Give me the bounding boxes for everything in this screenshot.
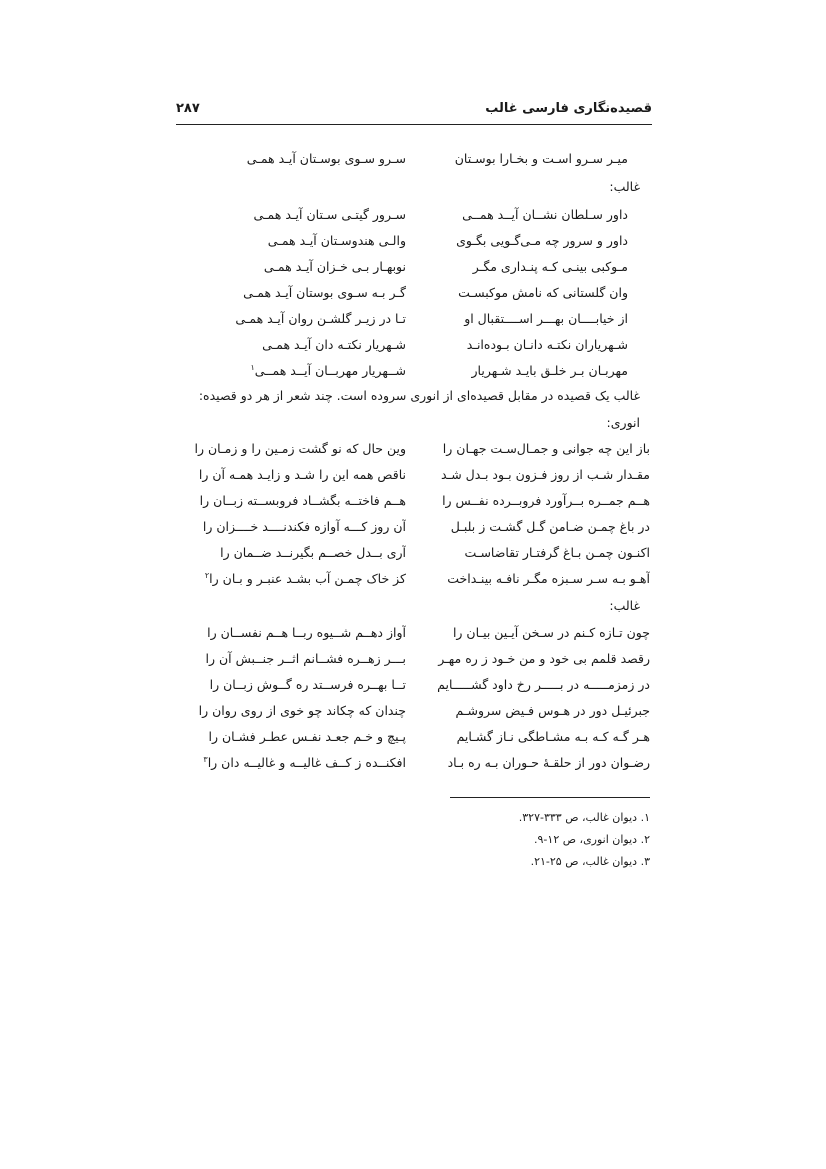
hemistich-second: آواز دهــم شــیوه ربــا هــم نفســان را: [207, 625, 406, 640]
verse-line: [186, 441, 650, 465]
hemistich-second: ناقص همه این را شـد و زایـد همـه آن را: [198, 467, 406, 482]
hemistich-second: آری بــدل خصــم بگیرنــد ضــمان را: [220, 545, 406, 560]
hemistich-first: رضـوان دور از حلقـهٔ حـوران بـه ره بـاد: [447, 755, 650, 770]
footnote-ref: ۳: [203, 755, 208, 764]
verse-line: [208, 207, 628, 231]
hemistich-first: داور سـلطان نشــان آیــد همــی: [462, 207, 628, 222]
hemistich-second: بـــر زهــره فشــانم اثــر جنــبش آن را: [205, 651, 406, 666]
hemistich-text: افکنــده ز کــف غالیــه و غالیــه دان را: [207, 755, 406, 771]
hemistich-first: از خیابــــان بهـــر اســــتقبال او: [464, 311, 628, 326]
hemistich-second: [186, 755, 406, 770]
header-rule: [176, 124, 652, 125]
verse-line: [186, 755, 650, 779]
footnote: ۲. دیوان انوری، ص ۱۲-۹.: [534, 833, 650, 846]
verse-line: [208, 233, 628, 257]
hemistich-second: چندان که چکاند چو خوی از روی روان را: [198, 703, 406, 718]
hemistich-first: باز این چه جوانی و جمـال‌سـت جهـان را: [442, 441, 650, 456]
hemistich-text: کز خاک چمـن آب بشـد عنبـر و بـان را: [209, 571, 406, 587]
footnote-ref: ۱: [250, 363, 255, 372]
hemistich-first: وان گلستانی که نامش موکبسـت: [458, 285, 628, 300]
hemistich-first: مـوکبی بینـی کـه پنـداری مگـر: [472, 259, 628, 274]
hemistich-text: شــهریار مهربــان آیــد همــی: [254, 363, 406, 379]
hemistich-second: [208, 363, 406, 378]
footnote-rule: [450, 797, 650, 798]
hemistich-first: جبرئیـل دور در هـوس فـیض سروشـم: [455, 703, 650, 718]
hemistich-first: در زمزمـــــه در بـــــر رخ داود گشـــــایم: [437, 677, 650, 692]
hemistich-first: اکنـون چمـن بـاغ گرفتـار تقاضاسـت: [464, 545, 650, 560]
hemistich-first: در باغ چمـن ضـامن گـل گشـت ز بلبـل: [450, 519, 650, 534]
hemistich-first: شـهریاران نکتـه دانـان بـوده‌انـد: [466, 337, 628, 352]
hemistich-first: هــم جمــره بــرآورد فروبــرده نفــس را: [442, 493, 650, 508]
verse-line: [208, 151, 628, 175]
intro-paragraph: غالب یک قصیده در مقابل قصیده‌ای از انوری سروده است. چند شعر از هر دو قصیده:: [198, 388, 640, 403]
hemistich-second: والـی هندوسـتان آیـد همـی: [267, 233, 406, 248]
hemistich-first: میـر سـرو اسـت و بخـارا بوسـتان: [454, 151, 628, 166]
hemistich-first: رقصد قلمم بی خود و من خـود ز ره مهـر: [438, 651, 650, 666]
hemistich-first: چون تـازه کـنم در سـخن آیـین بیـان را: [452, 625, 650, 640]
verse-line: [208, 363, 628, 387]
hemistich-second: شـهریار نکتـه دان آیـد همـی: [262, 337, 406, 352]
verse-line: [186, 545, 650, 569]
verse-line: [186, 677, 650, 701]
hemistich-first: مهربـان بـر خلـق بایـد شـهریار: [471, 363, 628, 378]
verse-line: [186, 703, 650, 727]
footnote-ref: ۲: [204, 571, 210, 580]
hemistich-second: تـا در زیـر گلشـن روان آیـد همـی: [235, 311, 406, 326]
hemistich-first: آهـو بـه سـر سـبزه مگـر نافـه بینـداخت: [447, 571, 650, 586]
hemistich-second: سـرو سـوی بوسـتان آیـد همـی: [246, 151, 406, 166]
hemistich-first: هـر گـه کـه بـه مشـاطگی نـاز گشـایم: [456, 729, 650, 744]
running-header: [176, 101, 652, 123]
verse-line: [186, 651, 650, 675]
hemistich-second: گـر بـه سـوی بوستان آیـد همـی: [243, 285, 406, 300]
footnote: ۱. دیوان غالب، ص ۳۳۳-۳۲۷.: [518, 811, 650, 824]
verse-line: [186, 493, 650, 517]
page-number: ۲۸۷: [176, 101, 200, 116]
hemistich-first: مقـدار شـب از روز فـزون بـود بـدل شـد: [441, 467, 650, 482]
hemistich-second: [186, 571, 406, 586]
header-title: قصیده‌نگاری فارسی غالب: [485, 101, 652, 116]
hemistich-second: نوبهـار بـی خـزان آیـد همـی: [263, 259, 406, 274]
verse-line: [208, 285, 628, 309]
verse-line: [186, 625, 650, 649]
verse-line: [208, 337, 628, 361]
hemistich-second: تــا بهــره فرســتد ره گــوش زبــان را: [209, 677, 406, 692]
verse-line: [186, 519, 650, 543]
poet-label-ghalib: غالب:: [609, 598, 640, 613]
hemistich-second: سـرور گیتـی سـتان آیـد همـی: [253, 207, 406, 222]
verse-line: [186, 729, 650, 753]
footnote: ۳. دیوان غالب، ص ۲۵-۲۱.: [530, 855, 650, 868]
verse-line: [186, 571, 650, 595]
hemistich-second: وین حال که نو گشت زمـین را و زمـان را: [194, 441, 406, 456]
hemistich-first: داور و سرور چه مـی‌گـویی بگـوی: [456, 233, 628, 248]
hemistich-second: پـیچ و خـم جعـد نفـس عطـر فشـان را: [208, 729, 406, 744]
hemistich-second: آن روز کـــه آوازه فکندنــــد خــــزان را: [202, 519, 406, 534]
verse-line: [208, 311, 628, 335]
poet-label-anvari: انوری:: [606, 415, 640, 430]
verse-line: [208, 259, 628, 283]
poet-label-ghalib: غالب:: [609, 179, 640, 194]
hemistich-second: هــم فاختــه بگشــاد فروبســته زبــان را: [199, 493, 406, 508]
verse-line: [186, 467, 650, 491]
